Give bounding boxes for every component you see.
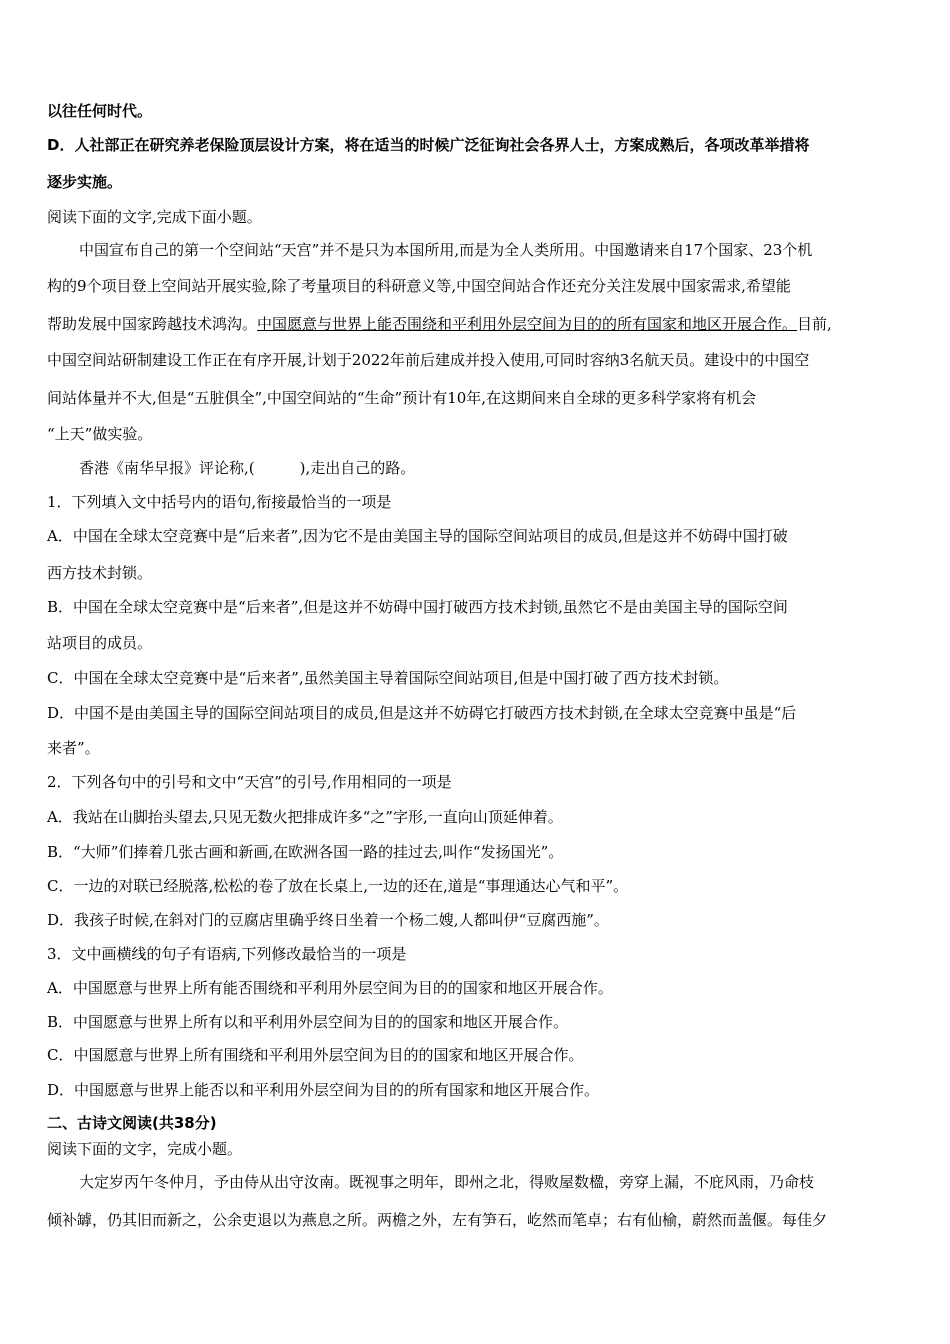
passage-line-2: 构的9个项目登上空间站开展实验,除了考量项目的科研意义等,中国空间站合作还充分关注发展中国家需求,希望能 — [47, 277, 791, 295]
passage-line-7: 香港《南华早报》评论称,( ),走出自己的路。 — [79, 459, 416, 477]
section-intro: 阅读下面的文字，完成小题。 — [47, 1140, 243, 1158]
q3-option-d: D．中国愿意与世界上能否以和平利用外层空间为目的的所有国家和地区开展合作。 — [47, 1081, 600, 1099]
q2-option-a: A．我站在山脚抬头望去,只见无数火把排成许多“之”字形,一直向山顶延伸着。 — [47, 808, 563, 826]
passage-line-6: “上天”做实验。 — [47, 425, 153, 443]
q3-option-c: C．中国愿意与世界上所有围绕和平利用外层空间为目的的国家和地区开展合作。 — [47, 1046, 584, 1064]
prev-line-1: 以往任何时代。 — [47, 102, 153, 120]
q1-option-c: C．中国在全球太空竞赛中是“后来者”,虽然美国主导着国际空间站项目,但是中国打破了西方技术封锁。 — [47, 669, 729, 687]
q1-option-d-line-1: D．中国不是由美国主导的国际空间站项目的成员,但是这并不妨碍它打破西方技术封锁,在全球太空竞赛中虽是“后 — [47, 704, 797, 722]
q1-option-a-line-2: 西方技术封锁。 — [47, 564, 153, 582]
q1-option-d-line-2: 来者”。 — [47, 739, 100, 757]
section-heading: 二、古诗文阅读(共38分) — [47, 1114, 217, 1132]
passage-line-3 — [47, 314, 832, 334]
passage-line-5: 间站体量并不大,但是“五脏俱全”,中国空间站的“生命”预计有10年,在这期间来自全球的更多科学家将有机会 — [47, 389, 757, 407]
passage-line-4: 中国空间站研制建设工作正在有序开展,计划于2022年前后建成并投入使用,可同时容纳3名航天员。建设中的中国空 — [47, 351, 810, 369]
q1-stem: 1．下列填入文中括号内的语句,衔接最恰当的一项是 — [47, 493, 392, 511]
q2-option-c: C．一边的对联已经脱落,松松的卷了放在长桌上,一边的还在,道是“事理通达心气和平”。 — [47, 877, 629, 895]
q1-option-a-line-1: A．中国在全球太空竞赛中是“后来者”,因为它不是由美国主导的国际空间站项目的成员,但是这并不妨碍中国打破 — [47, 527, 788, 545]
reading-intro: 阅读下面的文字,完成下面小题。 — [47, 208, 262, 226]
q2-option-d: D．我孩子时候,在斜对门的豆腐店里确乎终日坐着一个杨二嫂,人都叫伊“豆腐西施”。 — [47, 911, 609, 929]
q2-option-b: B．“大师”们捧着几张古画和新画,在欧洲各国一路的挂过去,叫作“发扬国光”。 — [47, 843, 564, 861]
prev-option-d-line-2: 逐步实施。 — [47, 173, 123, 191]
q1-option-b-line-1: B．中国在全球太空竞赛中是“后来者”,但是这并不妨碍中国打破西方技术封锁,虽然它不是由美国主导的国际空间 — [47, 598, 788, 616]
passage-line-3-end: 目前, — [797, 315, 832, 333]
q3-option-b: B．中国愿意与世界上所有以和平利用外层空间为目的的国家和地区开展合作。 — [47, 1013, 569, 1031]
passage-line-1: 中国宣布自己的第一个空间站“天宫”并不是只为本国所用,而是为全人类所用。中国邀请来自17个国家、23个机 — [79, 241, 813, 259]
classical-line-1: 大定岁丙午冬仲月，予由侍从出守汝南。既视事之明年，即州之北，得败屋数楹，旁穿上漏，不庇风雨，乃命枝 — [79, 1173, 815, 1191]
prev-option-d-line-1: D．人社部正在研究养老保险顶层设计方案，将在适当的时候广泛征询社会各界人士，方案成熟后，各项改革举措将 — [47, 136, 810, 154]
q2-stem: 2．下列各句中的引号和文中“天宫”的引号,作用相同的一项是 — [47, 773, 452, 791]
q3-stem: 3．文中画横线的句子有语病,下列修改最恰当的一项是 — [47, 945, 407, 963]
classical-line-2: 倾补罅，仍其旧而新之，公余吏退以为燕息之所。两檐之外，左有笋石，屹然而笔卓；右有仙榆，蔚然而盖偃。每佳夕 — [47, 1211, 828, 1229]
underlined-sentence: 中国愿意与世界上能否围绕和平利用外层空间为目的的所有国家和地区开展合作。 — [257, 315, 798, 333]
q1-option-b-line-2: 站项目的成员。 — [47, 634, 153, 652]
q3-option-a: A．中国愿意与世界上所有能否围绕和平利用外层空间为目的的国家和地区开展合作。 — [47, 979, 613, 997]
passage-line-3-start: 帮助发展中国家跨越技术鸿沟。 — [47, 315, 258, 333]
